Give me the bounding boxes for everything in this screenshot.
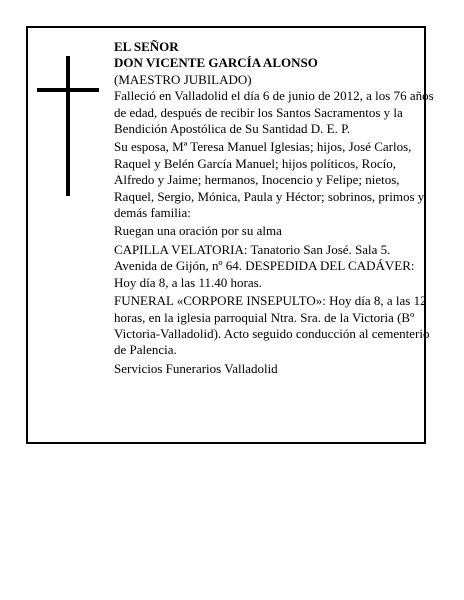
wake-details: CAPILLA VELATORIA: Tanatorio San José. Sala 5. Avenida de Gijón, nº 64. DESPEDIDA DEL CADÁVER: Hoy día 8, a las 11.40 horas. (114, 241, 415, 290)
deceased-occupation: (MAESTRO JUBILADO) (114, 71, 252, 87)
deceased-name: DON VICENTE GARCÍA ALONSO (114, 55, 318, 71)
funeral-details: FUNERAL «CORPORE INSEPULTO»: Hoy día 8, a las 12 horas, en la iglesia parroquial Ntra. Sra. de la Victoria (Bº Victoria-Valladolid). Acto seguido conducción al cementerio de Palencia. (114, 293, 430, 358)
header-title: EL SEÑOR (114, 39, 179, 54)
prayer-request: Ruegan una oración por su alma (114, 223, 282, 239)
family-list: Su esposa, Mª Teresa Manuel Iglesias; hijos, José Carlos, Raquel y Belén García Manuel; hijos políticos, Rocío, Alfredo y Jaime; hermanos, Inocencio y Felipe; nietos, Raquel, Sergio, Mónica, Paula y Héctor; sobrinos, primos y demás familia: (114, 139, 425, 221)
cross-icon-arm (37, 88, 99, 92)
funeral-service-provider: Servicios Funerarios Valladolid (114, 360, 278, 376)
obituary-text (114, 39, 436, 377)
cross-icon (66, 56, 70, 196)
death-details: Falleció en Valladolid el día 6 de junio de 2012, a los 76 años de edad, después de recibir los Santos Sacramentos y la Bendición Apostólica de Su Santidad D. E. P. (114, 88, 434, 137)
